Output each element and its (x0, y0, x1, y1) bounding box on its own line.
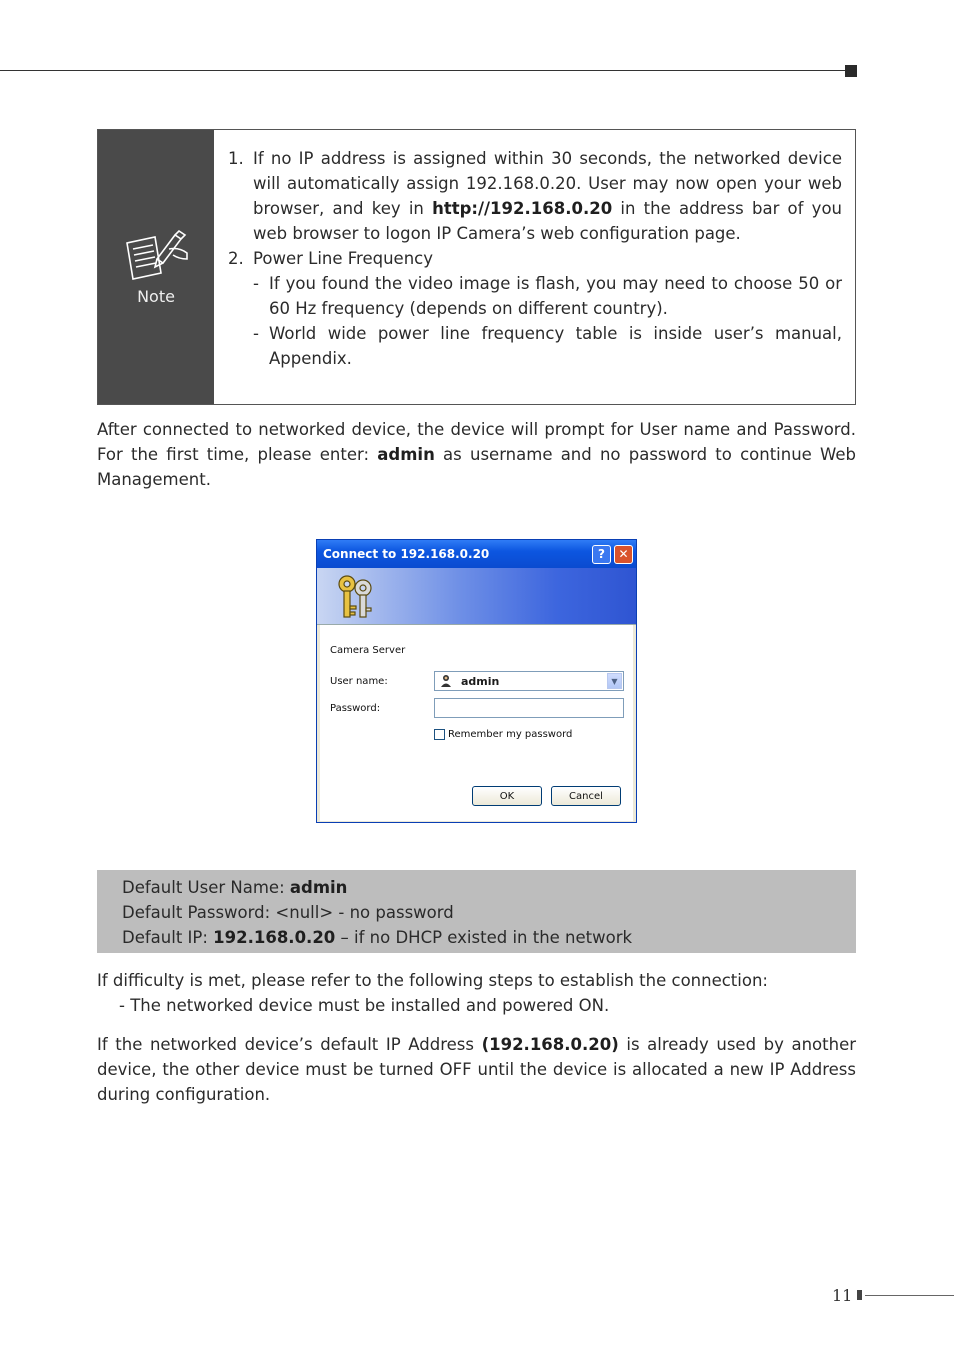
dialog-title: Connect to 192.168.0.20 (323, 547, 490, 561)
note-sidebar (98, 130, 214, 404)
remember-password-label: Remember my password (448, 729, 573, 740)
para-text: as username and no password to continue Web Management. (97, 445, 856, 489)
note-item-1 (228, 146, 842, 246)
default-ip-line (122, 925, 856, 950)
password-input[interactable] (434, 698, 624, 718)
para-text: If the networked device’s default IP Address (97, 1035, 482, 1054)
note-item-2 (228, 246, 842, 271)
dialog-body (320, 625, 633, 821)
item-text-post: in the address bar of you web browser to logon IP Camera’s web configuration page. (253, 199, 842, 243)
dialog-titlebar[interactable] (317, 540, 636, 568)
troubleshoot-step: - The networked device must be installed and powered ON. (119, 996, 610, 1015)
close-button[interactable]: ✕ (614, 545, 633, 564)
para-text: After connected to networked device, the device will prompt for User name and Password. For the first time, please enter: (97, 420, 856, 464)
chevron-down-icon[interactable]: ▼ (607, 673, 622, 689)
troubleshoot-intro: If difficulty is met, please refer to the following steps to establish the connection: (97, 971, 768, 990)
remember-password-checkbox[interactable] (434, 729, 445, 740)
page-number: 11 (832, 1286, 853, 1305)
cancel-button[interactable]: Cancel (551, 786, 621, 806)
header-rule (0, 70, 846, 71)
user-name-label: User name: (330, 676, 388, 687)
username-emphasis: admin (377, 445, 435, 464)
default-password-line: Default Password: <null> - no password (122, 903, 454, 922)
note-pencil-icon (121, 229, 191, 285)
note-subitem-1 (228, 271, 842, 321)
note-label: Note (137, 286, 175, 306)
default-ip-note: – if no DHCP existed in the network (335, 928, 633, 947)
footer-rule (865, 1295, 954, 1296)
subitem-text: World wide power line frequency table is inside user’s manual, Appendix. (269, 324, 842, 368)
note-subitem-2 (228, 321, 842, 371)
troubleshoot-paragraph (97, 968, 856, 1018)
password-label: Password: (330, 703, 381, 714)
subitem-text: If you found the video image is flash, you may need to choose 50 or 60 Hz frequency (depends on different country). (269, 274, 842, 318)
user-name-value: admin (461, 674, 500, 688)
help-button[interactable]: ? (592, 545, 611, 564)
user-icon (439, 674, 453, 688)
remember-password-option[interactable] (434, 729, 572, 740)
default-ip-value: 192.168.0.20 (213, 928, 336, 947)
item-number: 2. (228, 249, 244, 268)
header-square-mark (845, 65, 857, 77)
dialog-banner (317, 568, 636, 625)
note-box (97, 129, 856, 405)
item-text (253, 146, 842, 246)
realm-label: Camera Server (330, 645, 406, 656)
dash: - (253, 324, 259, 343)
note-content (214, 130, 855, 404)
default-ip-label: Default IP: (122, 928, 214, 947)
item-text-pre: If no IP address is assigned within 30 seconds, the networked device will automatically assign 192.168.0.20. User may now open your web browser, and key in (253, 149, 842, 218)
page-number-mark (857, 1290, 862, 1300)
user-name-combobox[interactable] (434, 671, 624, 691)
item-title: Power Line Frequency (253, 249, 434, 268)
item-number: 1. (228, 149, 244, 168)
default-user-label: Default User Name: (122, 878, 290, 897)
default-user-value: admin (289, 878, 348, 897)
default-user-line (122, 875, 856, 900)
keys-icon (331, 572, 381, 620)
camera-url: http://192.168.0.20 (432, 199, 613, 218)
ok-button[interactable]: OK (472, 786, 542, 806)
defaults-box (97, 870, 856, 953)
login-prompt-paragraph (97, 417, 856, 492)
login-dialog (316, 539, 637, 823)
ip-emphasis: (192.168.0.20) (481, 1035, 619, 1054)
dash: - (253, 274, 259, 293)
para-text: is already used by another device, the other device must be turned OFF until the device is allocated a new IP Address during configuration. (97, 1035, 857, 1104)
ip-conflict-paragraph (97, 1032, 856, 1107)
